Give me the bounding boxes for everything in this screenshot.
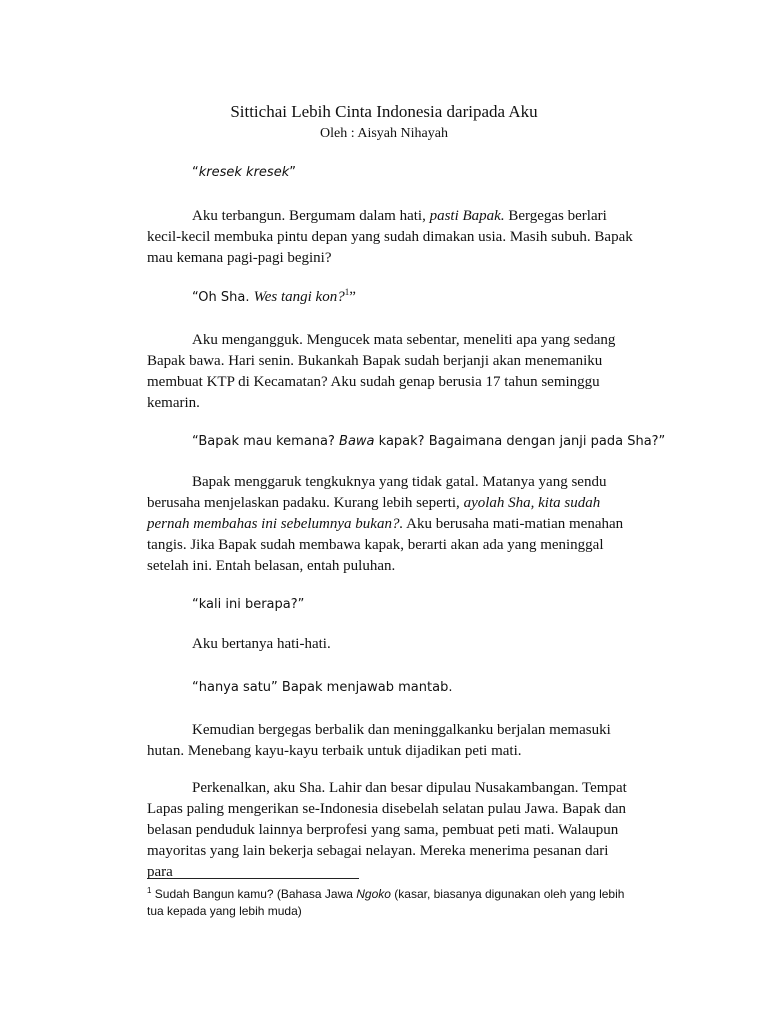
document-title: Sittichai Lebih Cinta Indonesia daripada Aku — [230, 102, 538, 121]
italic-text: ayolah Sha, kita sudah pernah membahas ini sebelumnya bukan?. — [147, 495, 601, 532]
quote-open: “ — [192, 165, 199, 180]
dialogue-hanya-satu: “hanya satu” Bapak menjawab mantab. — [192, 680, 453, 695]
footnote — [147, 886, 637, 920]
footnote-divider — [147, 878, 359, 879]
italic-text: Bawa — [339, 434, 375, 449]
dialogue-oh-sha — [192, 287, 356, 308]
text: Aku terbangun. Bergumam dalam hati, — [192, 208, 430, 224]
paragraph-5: Perkenalkan, aku Sha. Lahir dan besar dipulau Nusakambangan. Tempat Lapas paling mengerikan se-Indonesia disebelah selatan pulau Jawa. Bapak dan belasan penduduk lainnya berprofesi yang sama, pembuat peti mati. Walaupun mayoritas yang lain bekerja sebagai nelayan. Mereka menerima pesanan dari para — [147, 780, 627, 880]
footnote-number: 1 — [147, 886, 152, 895]
quote-close: ” — [349, 289, 356, 305]
dialogue-kali-ini: “kali ini berapa?” — [192, 597, 305, 612]
text: Bergegas berlari kecil-kecil membuka pintu depan yang sudah dimakan usia. Masih subuh. Bapak mau kemana pagi-pagi begini? — [147, 208, 633, 266]
text: (kasar, biasanya digunakan oleh yang lebih tua kepada yang lebih muda) — [147, 887, 625, 918]
author-line: Oleh : Aisyah Nihayah — [320, 126, 448, 141]
text: Bapak menggaruk tengkuknya yang tidak gatal. Matanya yang sendu berusaha menjelaskan padaku. Kurang lebih seperti, — [147, 474, 607, 511]
text: “Bapak mau kemana? — [192, 434, 340, 449]
paragraph-1 — [147, 206, 637, 269]
dialogue-bapak-mau-kemana — [192, 431, 665, 452]
dialogue-kresek — [192, 162, 296, 183]
italic-text: pasti Bapak. — [429, 208, 505, 224]
quote-close: ” — [289, 165, 296, 180]
sentence-bertanya: Aku bertanya hati-hati. — [192, 636, 331, 652]
text: Sudah Bangun kamu? (Bahasa Jawa — [151, 887, 357, 901]
text: “Oh Sha. — [192, 290, 254, 305]
paragraph-3 — [147, 472, 637, 577]
sound-effect: kresek kresek — [198, 165, 290, 180]
paragraph-4: Kemudian bergegas berbalik dan meninggalkanku berjalan memasuki hutan. Menebang kayu-kayu terbaik untuk dijadikan peti mati. — [147, 722, 611, 759]
footnote-ref: 1 — [344, 287, 350, 297]
italic-text: Wes tangi kon? — [253, 289, 345, 305]
italic-text: Ngoko — [356, 887, 391, 901]
paragraph-2: Aku mengangguk. Mengucek mata sebentar, meneliti apa yang sedang Bapak bawa. Hari senin. Bukankah Bapak sudah berjanji akan menemaniku membuat KTP di Kecamatan? Aku sudah genap berusia 17 tahun seminggu kemarin. — [147, 332, 616, 411]
text: kapak? Bagaimana dengan janji pada Sha?” — [374, 434, 666, 449]
text: Aku berusaha mati-matian menahan tangis. Jika Bapak sudah membawa kapak, berarti akan ada yang meninggal setelah ini. Entah belasan, entah puluhan. — [147, 516, 624, 574]
